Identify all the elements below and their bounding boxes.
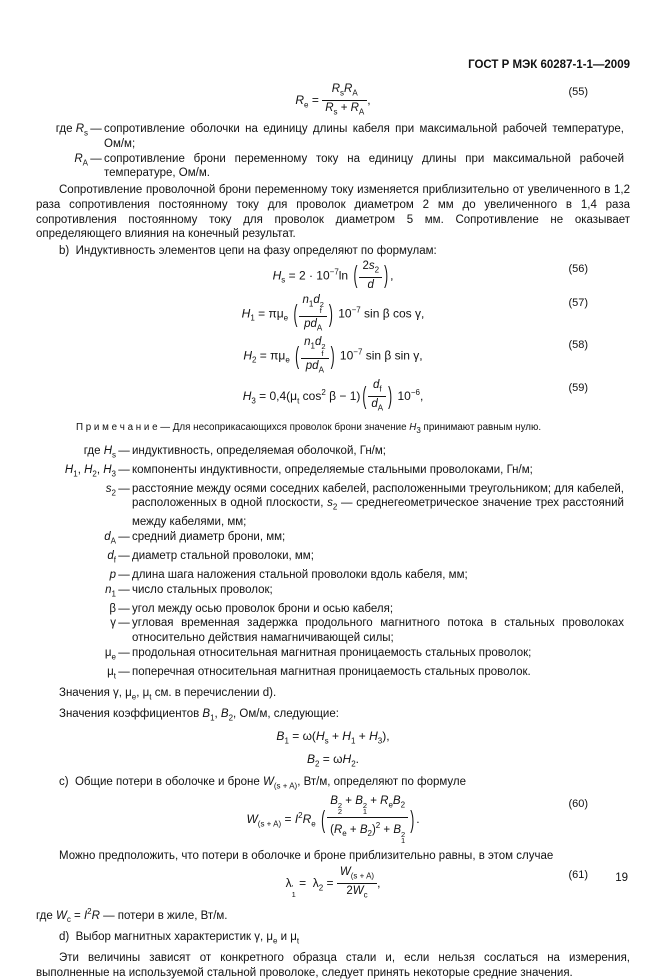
definition-dash: — bbox=[118, 482, 130, 495]
definition-desc: длина шага наложения стальной проволоки вдоль кабеля, мм; bbox=[132, 568, 468, 581]
equation-57 bbox=[36, 294, 630, 334]
equation-58-number: (58) bbox=[568, 339, 588, 352]
definition-desc: угол между осью проволок брони и осью кабеля; bbox=[132, 602, 394, 615]
equation-59-formula: $H_3 = 0,4(\mu_t$ $\cos^2 \beta - 1$) ( $\frac{d_f}{d_A}$ ) $10^{-6}$, bbox=[242, 378, 424, 413]
paragraph-equal-losses: Можно предположить, что потери в оболочке и броне приблизительно равны, в этом случае bbox=[59, 849, 554, 862]
equation-60 bbox=[36, 795, 630, 845]
list-item-c: c) Общие потери в оболочке и броне $W_{(s + A)}$, Вт/м, определяют по формуле bbox=[59, 775, 467, 791]
paragraph-magnetic-values: Эти величины зависят от конкретного образца стали и, если нельзя сослаться на измерения, выполненные на используемой стальной проволоке, следует принять некоторые средние значения. bbox=[36, 951, 630, 979]
definition-row-da bbox=[36, 530, 630, 549]
definition-dash: — bbox=[118, 549, 130, 562]
definition-desc: расстояние между осями соседних кабелей, расположенными треугольником; для кабелей, расположенных в одной плоскости, $s_2$ — среднегеометрическое значение трех расстояний между кабелями, мм; bbox=[132, 482, 624, 529]
equation-58 bbox=[36, 336, 630, 376]
definition-desc: продольная относительная магнитная проницаемость стальных проволок; bbox=[132, 646, 532, 659]
definition-desc: средний диаметр брони, мм; bbox=[132, 530, 286, 543]
definition-row-rs bbox=[36, 122, 630, 151]
page-number: 19 bbox=[615, 872, 628, 885]
equation-61-number: (61) bbox=[568, 868, 588, 881]
definition-dash: — bbox=[118, 463, 130, 476]
definition-term: где $R_s$ bbox=[55, 123, 88, 138]
definition-row-gamma bbox=[36, 616, 630, 645]
line-coefficients: Значения коэффициентов $B_1$, $B_2$, Ом/м, следующие: bbox=[59, 707, 339, 723]
equation-56 bbox=[36, 260, 630, 292]
definition-term: γ bbox=[110, 617, 116, 630]
definition-dash: — bbox=[118, 646, 130, 659]
note-block bbox=[76, 422, 630, 437]
note-text: Для несоприкасающихся проволок брони значение $H_3$ принимают равным нулю. bbox=[172, 422, 542, 436]
equation-57-number: (57) bbox=[568, 296, 588, 309]
definition-desc: поперечная относительная магнитная проницаемость стальных проволок. bbox=[132, 665, 531, 678]
equation-60-number: (60) bbox=[568, 797, 588, 810]
line-values-reference: Значения γ, $\mu_e$, $\mu_t$ см. в перечислении d). bbox=[59, 686, 277, 702]
list-item-b: b) Индуктивность элементов цепи на фазу определяют по формулам: bbox=[59, 244, 437, 257]
definition-row-n1 bbox=[36, 583, 630, 602]
definition-desc: диаметр стальной проволоки, мм; bbox=[132, 549, 314, 562]
equation-61-formula: λ ′ 1 = $\lambda_2$ = $\frac{W_{(s + A)}}{2W_c}$ , bbox=[285, 865, 381, 900]
definition-row-beta bbox=[36, 602, 630, 617]
note-label: П р и м е ч а н и е — bbox=[76, 422, 171, 434]
definition-term: $H_1$, $H_2$, $H_3$ bbox=[64, 463, 116, 478]
equation-55-number: (55) bbox=[568, 85, 588, 98]
definition-term: $R_A$ bbox=[74, 152, 88, 167]
definition-row-df bbox=[36, 549, 630, 568]
document-header: ГОСТ Р МЭК 60287-1-1—2009 bbox=[468, 59, 630, 71]
equation-b1: $B_1 = \omega(H_s + H_1 + H_3)$, bbox=[276, 728, 390, 746]
definition-row-ra bbox=[36, 152, 630, 181]
line-wc-definition: где $W_c = I^2R$ — потери в жиле, Вт/м. bbox=[36, 907, 228, 925]
definition-desc: компоненты индуктивности, определяемые стальными проволоками, Гн/м; bbox=[132, 463, 533, 476]
definition-term: $d_A$ bbox=[104, 530, 116, 546]
equation-57-formula: $H_1 = \pi\mu_e$ ( $n_1d$ 2 f $pd_A$ ) $10^{-7}$ sin β cos γ, bbox=[241, 293, 425, 333]
definition-term: $d_f$ bbox=[107, 549, 116, 565]
equation-59 bbox=[36, 379, 630, 415]
definition-term: $\mu_e$ bbox=[104, 646, 116, 662]
list-item-d: d) Выбор магнитных характеристик γ, $\mu_e$ и $\mu_t$ bbox=[59, 930, 300, 946]
definition-row-p bbox=[36, 568, 630, 583]
definitions-resistance bbox=[36, 122, 630, 181]
definition-dash: — bbox=[118, 665, 130, 678]
equation-55-formula: $R_e$ = $\frac{R_sR_A}{R_s + R_A}$ , bbox=[295, 82, 371, 117]
definition-dash: — bbox=[90, 152, 102, 165]
definition-term: $s_2$ bbox=[105, 482, 116, 497]
definition-desc: сопротивление оболочки на единицу длины кабеля при максимальной рабочей температуре, Ом/м; bbox=[104, 123, 624, 150]
definitions-inductance bbox=[36, 444, 630, 684]
definition-dash: — bbox=[118, 530, 130, 543]
definition-row-mut bbox=[36, 665, 630, 684]
definition-row-mue bbox=[36, 646, 630, 665]
definition-term: где $H_s$ bbox=[83, 444, 116, 459]
equation-56-number: (56) bbox=[568, 262, 588, 275]
paragraph-armour-resistance: Сопротивление проволочной брони переменному току изменяется приблизительно от увеличенного в 1,2 раза сопротивления постоянному току для проволок диаметром 2 мм до увеличенного в 1,4 раза сопротивления постоянному току для проволок диаметром 5 мм. Сопротивление не оказывает определяющего влияния на конечный результат. bbox=[36, 184, 630, 241]
definition-row-s2 bbox=[36, 482, 630, 530]
definition-desc: сопротивление брони переменному току на единицу длины при максимальной рабочей температуре, Ом/м. bbox=[104, 152, 624, 180]
equation-59-number: (59) bbox=[568, 381, 588, 394]
definition-term: $\mu_t$ bbox=[107, 665, 116, 681]
definition-dash: — bbox=[118, 444, 130, 457]
definition-desc: индуктивность, определяемая оболочкой, Гн/м; bbox=[132, 444, 386, 457]
definition-desc: число стальных проволок; bbox=[132, 583, 273, 596]
equation-60-formula: $W_{(s + A)} = I^2R_e$ ( B 2 2 + B 2 1 + $R_eB_2$ $(R_e + B_2)^2 + B$ 2 1 ) . bbox=[246, 794, 420, 846]
definition-row-hs bbox=[36, 444, 630, 463]
definition-term: p bbox=[109, 568, 116, 581]
definition-term: $n_1$ bbox=[105, 583, 116, 598]
definition-dash: — bbox=[118, 617, 130, 630]
definition-dash: — bbox=[118, 583, 130, 596]
definition-term: β bbox=[109, 602, 116, 615]
equation-b2: $B_2 = \omega H_2$. bbox=[307, 751, 359, 769]
definition-dash: — bbox=[90, 123, 102, 136]
definition-dash: — bbox=[118, 602, 130, 615]
equation-61 bbox=[36, 866, 630, 902]
definition-desc: угловая временная задержка продольного магнитного потока в стальных проволоках относительно действия намагничивающей силы; bbox=[132, 617, 624, 645]
equation-55 bbox=[36, 83, 630, 119]
definition-dash: — bbox=[118, 568, 130, 581]
equation-58-formula: $H_2 = \pi\mu_e$ ( $n_1d$ 2 f $pd_A$ ) $10^{-7}$ sin β sin γ, bbox=[243, 336, 423, 375]
definition-row-h123 bbox=[36, 463, 630, 482]
equation-56-formula: $H_s = 2 \cdot 10^{-7}\ln$ ( $\frac{2s_2}{d}$ ) , bbox=[272, 259, 394, 291]
